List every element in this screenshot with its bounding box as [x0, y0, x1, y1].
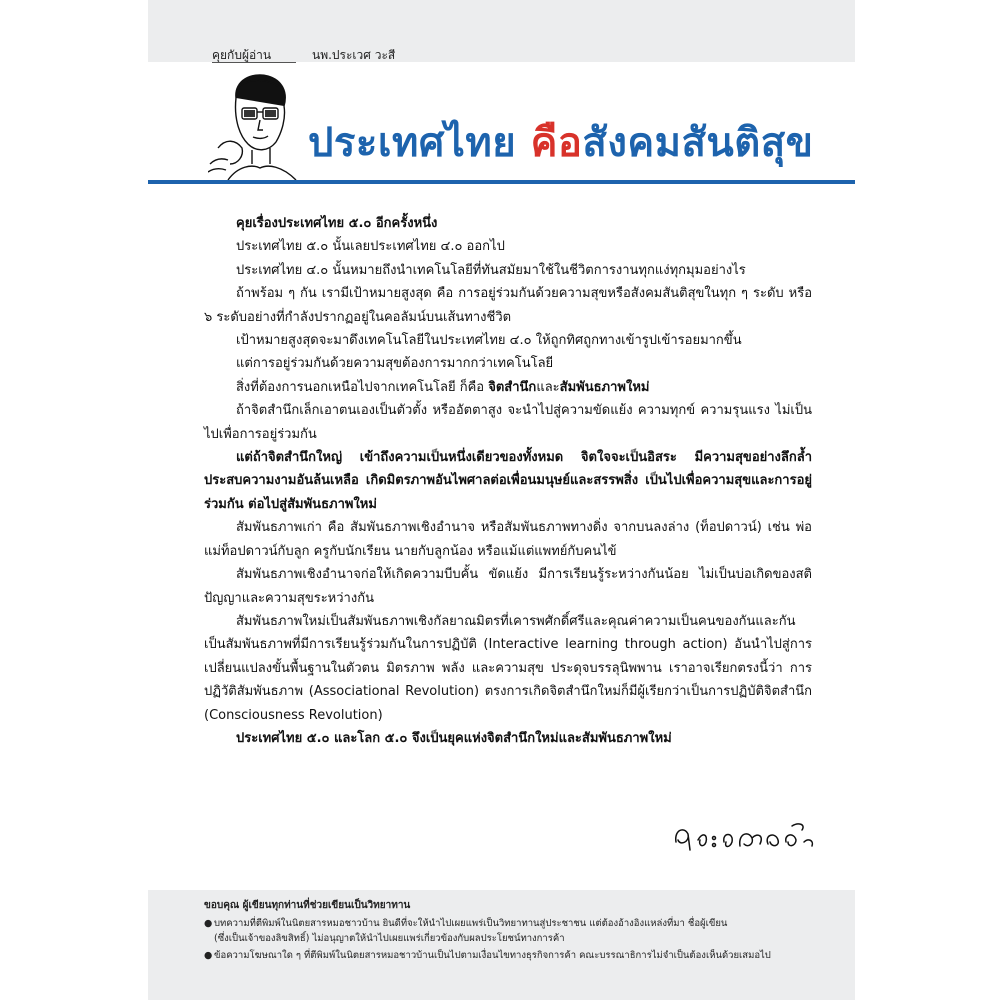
paragraph: แต่การอยู่ร่วมกันด้วยความสุขต้องการมากกว่าเทคโนโลยี: [236, 356, 554, 372]
title-part-1: ประเทศไทย: [308, 120, 531, 166]
column-label-underline: [212, 62, 296, 63]
footer-note-copyright: [204, 916, 824, 931]
footer-panel: [148, 890, 855, 1000]
column-label: คุยกับผู้อ่าน: [212, 48, 272, 62]
article-body: [204, 212, 812, 750]
page-title: [308, 118, 813, 168]
emphasis-new-relationship: สัมพันธภาพใหม่: [559, 379, 650, 395]
author-portrait-icon: [208, 68, 303, 183]
emphasis-consciousness: จิตสำนึก: [488, 379, 537, 395]
signature-icon: [668, 812, 838, 862]
paragraph-text: สิ่งที่ต้องการนอกเหนือไปจากเทคโนโลยี ก็คือ: [236, 379, 489, 395]
paragraph: [204, 376, 812, 399]
bullet-icon: ●: [204, 918, 213, 929]
title-part-3: สังคมสันติสุข: [582, 120, 814, 166]
footer-title: ขอบคุณ ผู้เขียนทุกท่านที่ช่วยเขียนเป็นวิทยาทาน: [204, 900, 411, 911]
paragraph-bold: แต่ถ้าจิตสำนึกใหญ่ เข้าถึงความเป็นหนึ่งเดียวของทั้งหมด จิตใจจะเป็นอิสระ มีความสุขอย่างลึกล้ำ ประสบความงามอันล้นเหลือ เกิดมิตรภาพอันไพศาลต่อเพื่อนมนุษย์และสรรพสิ่ง เป็นไปเพื่อความสุขและการอยู่ร่วมกัน ต่อไปสู่สัมพันธภาพใหม่: [204, 450, 812, 512]
paragraph: สัมพันธภาพเก่า คือ สัมพันธภาพเชิงอำนาจ หรือสัมพันธภาพทางดิ่ง จากบนลงล่าง (ท็อปดาวน์) เช่น พ่อแม่ท็อปดาวน์กับลูก ครูกับนักเรียน นายกับลูกน้อง หรือแม้แต่แพทย์กับคนไข้: [204, 520, 812, 559]
article-heading: คุยเรื่องประเทศไทย ๕.๐ อีกครั้งหนึ่ง: [236, 216, 438, 231]
title-part-2: คือ: [530, 120, 583, 166]
paragraph: ถ้าจิตสำนึกเล็กเอาตนเองเป็นตัวตั้ง หรืออัตตาสูง จะนำไปสู่ความขัดแย้ง ความทุกข์ ความรุนแรง ไม่เป็นไปเพื่อการอยู่ร่วมกัน: [204, 403, 813, 442]
footer-note-text: บทความที่ตีพิมพ์ในนิตยสารหมอชาวบ้าน ยินดีที่จะให้นำไปเผยแพร่เป็นวิทยาทานสู่ประชาชน แต่ต้องอ้างอิงแหล่งที่มา ชื่อผู้เขียน: [214, 918, 728, 929]
bullet-icon: ●: [204, 950, 213, 961]
paragraph: เป้าหมายสูงสุดจะมาดึงเทคโนโลยีในประเทศไทย ๔.๐ ให้ถูกทิศถูกทางเข้ารูปเข้ารอยมากขึ้น: [236, 333, 742, 349]
footer-note-text: ข้อความโฆษณาใด ๆ ที่ตีพิมพ์ในนิตยสารหมอชาวบ้านเป็นไปตามเงื่อนไขทางธุรกิจการค้า คณะบรรณาธิการไม่จำเป็นต้องเห็นด้วยเสมอไป: [214, 950, 771, 961]
paragraph: สัมพันธภาพใหม่เป็นสัมพันธภาพเชิงกัลยาณมิตรที่เคารพศักดิ์ศรีและคุณค่าความเป็นคนของกันและกัน เป็นสัมพันธภาพที่มีการเรียนรู้ร่วมกันในการปฏิบัติ (Interactive learning through action) อันนำไปสู่การเปลี่ยนแปลงขั้นพื้นฐานในตัวตน มิตรภาพ พลัง และความสุข ประดุจบรรลุนิพพาน เราอาจเรียกตรงนี้ว่า การปฏิวัติสัมพันธภาพ (Associational Revolution) ตรงการเกิดจิตสำนึกใหม่ก็มีผู้เรียกว่าเป็นการปฏิบัติจิตสำนึก (Consciousness Revolution): [204, 613, 812, 723]
magazine-page: [148, 0, 855, 1000]
title-rule: [148, 180, 855, 184]
footer-note-advertising: [204, 948, 824, 963]
paragraph: สัมพันธภาพเชิงอำนาจก่อให้เกิดความบีบคั้น ขัดแย้ง มีการเรียนรู้ระหว่างกันน้อย ไม่เป็นบ่อเกิดของสติปัญญาและความสุขระหว่างกัน: [204, 567, 812, 606]
paragraph: ประเทศไทย ๔.๐ นั้นหมายถึงนำเทคโนโลยีที่ทันสมัยมาใช้ในชีวิตการงานทุกแง่ทุกมุมอย่างไร: [236, 262, 746, 278]
paragraph: ถ้าพร้อม ๆ กัน เรามีเป้าหมายสูงสุด คือ การอยู่ร่วมกันด้วยความสุขหรือสังคมสันติสุขในทุก ๆ ระดับ หรือ ๖ ระดับอย่างที่กำลังปรากฏอยู่ในคอลัมน์บนเส้นทางชีวิต: [204, 286, 812, 325]
author-name: นพ.ประเวศ วะสี: [312, 48, 396, 62]
footer-note-continuation: (ซึ่งเป็นเจ้าของลิขสิทธิ์) ไม่อนุญาตให้นำไปเผยแพร่เกี่ยวข้องกับผลประโยชน์ทางการค้า: [214, 933, 565, 944]
paragraph-text: และ: [536, 379, 560, 395]
paragraph: ประเทศไทย ๕.๐ นั้นเลยประเทศไทย ๔.๐ ออกไป: [236, 239, 505, 255]
paragraph-bold: ประเทศไทย ๕.๐ และโลก ๕.๐ จึงเป็นยุคแห่งจิตสำนึกใหม่และสัมพันธภาพใหม่: [236, 730, 672, 746]
